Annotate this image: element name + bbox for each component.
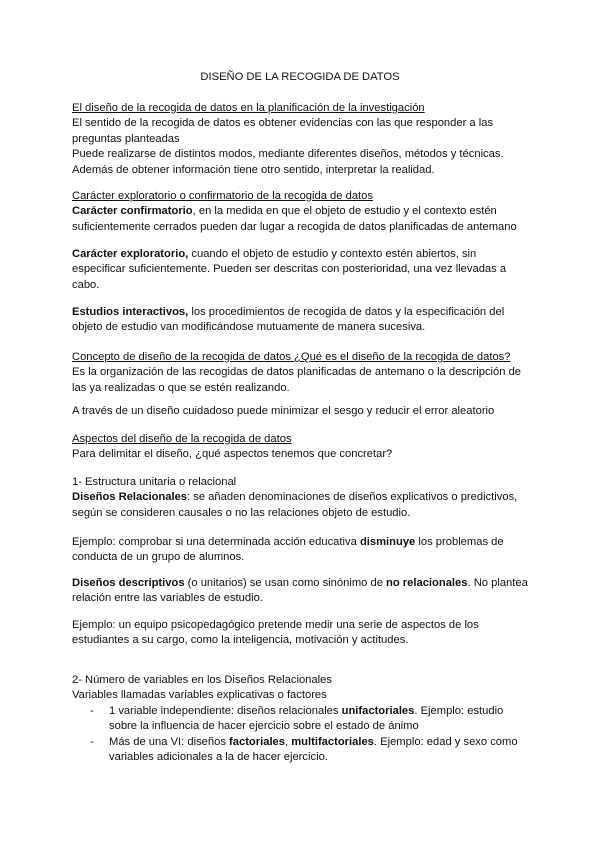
paragraph-descriptivos: Diseños descriptivos (o unitarios) se usan como sinónimo de no relacionales. No plantea relación entre las variables de estudio. xyxy=(72,577,528,605)
bold-term: Carácter confirmatorio xyxy=(72,205,193,218)
section-heading: El diseño de la recogida de datos en la planificación de la investigación xyxy=(72,102,425,114)
bold-term: Estudios interactivos, xyxy=(72,306,189,318)
document-title: DISEÑO DE LA RECOGIDA DE DATOS xyxy=(200,71,400,83)
section-aspectos xyxy=(72,432,528,463)
paragraph: Para delimitar el diseño, ¿qué aspectos tenemos que concretar? xyxy=(72,448,393,461)
list-item: - Más de una VI: diseños factoriales, multifactoriales. Ejemplo: edad y sexo como variables adicionales a la de hacer ejercicio. xyxy=(90,735,518,764)
section-planificacion xyxy=(72,101,528,178)
paragraph-ejemplo-1: Ejemplo: comprobar si una determinada acción educativa disminuye los problemas de conducta de un grupo de alumnos. xyxy=(72,536,504,564)
bold-term: Diseños descriptivos xyxy=(72,577,185,589)
section-heading: Carácter exploratorio o confirmatorio de la recogida de datos xyxy=(72,190,373,202)
bold-term: Carácter exploratorio, xyxy=(72,248,189,260)
bold-term: factoriales xyxy=(229,735,285,748)
paragraph: Es la organización de las recogidas de datos planificadas de antemano o la descripción de las ya realizadas o que se estén realizando. xyxy=(72,366,522,394)
paragraph-text: cuando el objeto de estudio y contexto estén abiertos, sin especificar suficientemente. Pueden ser descritas con posterioridad, una vez llevadas a cabo. xyxy=(72,248,507,291)
subsection-heading: 2- Número de variables en los Diseños Relacionales xyxy=(72,674,332,686)
bullet-list xyxy=(72,704,528,766)
section-heading: Concepto de diseño de la recogida de datos ¿Qué es el diseño de la recogida de datos? xyxy=(72,351,511,363)
bold-term: Diseños Relacionales xyxy=(72,491,188,504)
paragraph: Variables llamadas variables explicativas o factores xyxy=(72,689,327,702)
section-heading: Aspectos del diseño de la recogida de datos xyxy=(72,433,292,445)
paragraph: Puede realizarse de distintos modos, mediante diferentes diseños, métodos y técnicas. xyxy=(72,148,504,161)
paragraph-text: los procedimientos de recogida de datos y la especificación del objeto de estudio van modificándose mutuamente de manera sucesiva. xyxy=(72,306,505,334)
paragraph-sesgo: A través de un diseño cuidadoso puede minimizar el sesgo y reducir el error aleatorio xyxy=(72,405,495,417)
subsection-numero-variables xyxy=(72,673,528,765)
paragraph: El sentido de la recogida de datos es obtener evidencias con las que responder a las preguntas planteadas xyxy=(72,117,494,145)
dash-bullet: - xyxy=(90,704,94,717)
list-item: - 1 variable independiente: diseños relacionales unifactoriales. Ejemplo: estudio sobre la influencia de hacer ejercicio sobre el estado de ánimo xyxy=(90,704,504,733)
subsection-heading: 1- Estructura unitaria o relacional xyxy=(72,476,237,488)
bold-term: multifactoriales xyxy=(291,735,374,748)
paragraph-interactivos xyxy=(72,305,528,336)
dash-bullet: - xyxy=(90,735,94,748)
paragraph: Además de obtener información tiene otro sentido, interpretar la realidad. xyxy=(72,163,435,176)
paragraph-confirmatorio xyxy=(72,204,528,235)
subsection-estructura xyxy=(72,475,528,521)
bold-term: no relacionales xyxy=(386,577,468,589)
paragraph-text: , en la medida en que el objeto de estudio y el contexto estén suficientemente cerrados pueden dar lugar a recogida de datos planificadas de antemano xyxy=(72,205,517,233)
paragraph-ejemplo-2: Ejemplo: un equipo psicopedagógico pretende medir una serie de aspectos de los estudiantes a su cargo, como la inteligencia, motivación y actitudes. xyxy=(72,619,479,647)
paragraph-text: : se añaden denominaciones de diseños explicativos o predictivos, según se consideren causales o no las relaciones objeto de estudio. xyxy=(72,491,518,519)
bold-term: unifactoriales xyxy=(341,704,415,717)
paragraph-exploratorio xyxy=(72,247,528,293)
section-caracter xyxy=(72,189,528,235)
paragraph-relacionales xyxy=(72,490,528,521)
section-concepto xyxy=(72,350,528,396)
bold-term: disminuye xyxy=(359,536,416,548)
